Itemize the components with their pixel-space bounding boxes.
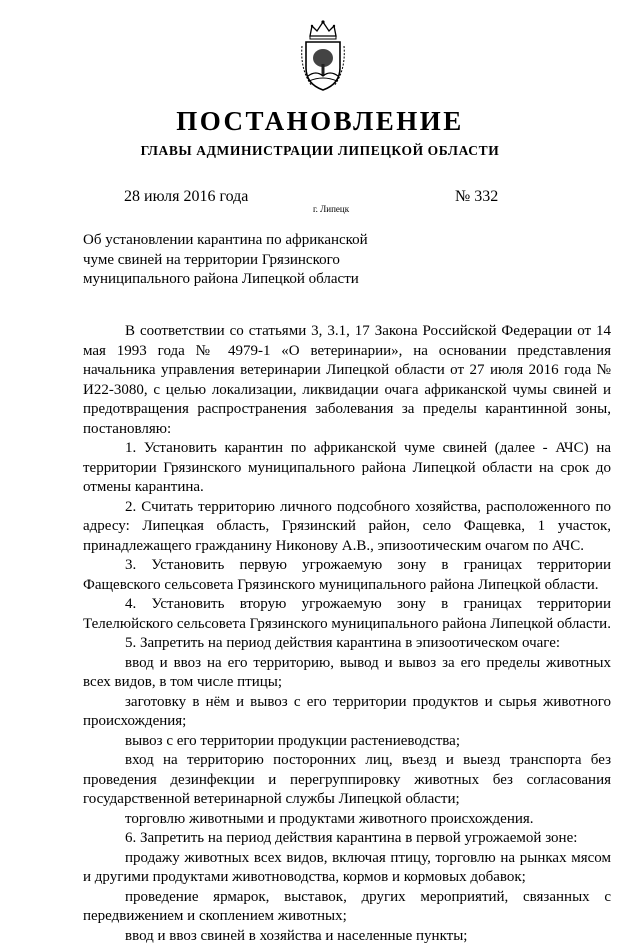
body-paragraph: 2. Считать территорию личного подсобного хозяйства, расположенного по адресу: Липецкая область, Грязинский район, село Фащевка, 1 участок, принадлежащего гражданину Никонову А.В., эпизоотическим очагом по АЧС. [83, 498, 611, 557]
body-paragraph: заготовку в нём и вывоз с его территории продуктов и сырья животного происхождения; [83, 693, 611, 732]
document-number: № 332 [455, 188, 498, 206]
body-paragraph: проведение ярмарок, выставок, других мероприятий, связанных с передвижением и скоплением животных; [83, 888, 611, 927]
document-date: 28 июля 2016 года [124, 188, 248, 206]
body-paragraph: вход на территорию посторонних лиц, въезд и выезд транспорта без проведения дезинфекции и перегруппировку животных без согласования государственной ветеринарной службы Липецкой области; [83, 751, 611, 810]
body-paragraph: торговлю животными и продуктами животного происхождения. [83, 810, 611, 830]
body-paragraph: ввод и ввоз свиней в хозяйства и населенные пункты; [83, 927, 611, 946]
body-paragraph: 6. Запретить на период действия карантина в первой угрожаемой зоне: [83, 829, 611, 849]
body-paragraph: 5. Запретить на период действия карантина в эпизоотическом очаге: [83, 634, 611, 654]
body-paragraph: 3. Установить первую угрожаемую зону в границах территории Фащевского сельсовета Грязинского муниципального района Липецкой области. [83, 556, 611, 595]
document-title: ПОСТАНОВЛЕНИЕ [0, 106, 640, 137]
document-body [83, 322, 611, 946]
body-paragraph: 1. Установить карантин по африканской чуме свиней (далее - АЧС) на территории Грязинского муниципального района Липецкой области на срок до отмены карантина. [83, 439, 611, 498]
document-subtitle: ГЛАВЫ АДМИНИСТРАЦИИ ЛИПЕЦКОЙ ОБЛАСТИ [0, 143, 640, 159]
body-paragraph: ввод и ввоз на его территорию, вывод и вывоз за его пределы животных всех видов, в том числе птицы; [83, 654, 611, 693]
body-paragraph: 4. Установить вторую угрожаемую зону в границах территории Телелюйского сельсовета Грязинского муниципального района Липецкой области. [83, 595, 611, 634]
coat-of-arms-emblem [298, 18, 348, 94]
body-paragraph: продажу животных всех видов, включая птицу, торговлю на рынках мясом и другими продуктами животноводства, кормов и кормовых добавок; [83, 849, 611, 888]
document-subject: Об установлении карантина по африканской чуме свиней на территории Грязинского муниципального района Липецкой области [83, 231, 373, 290]
document-city: г. Липецк [313, 204, 349, 214]
body-paragraph: В соответствии со статьями 3, 3.1, 17 Закона Российской Федерации от 14 мая 1993 года № 4979-1 «О ветеринарии», на основании представления начальника управления ветеринарии Липецкой области от 27 июля 2016 года № И22-3080, с целью локализации, ликвидации очага африканской чумы свиней и предотвращения распространения заболевания за пределы карантинной зоны, постановляю: [83, 322, 611, 439]
body-paragraph: вывоз с его территории продукции растениеводства; [83, 732, 611, 752]
